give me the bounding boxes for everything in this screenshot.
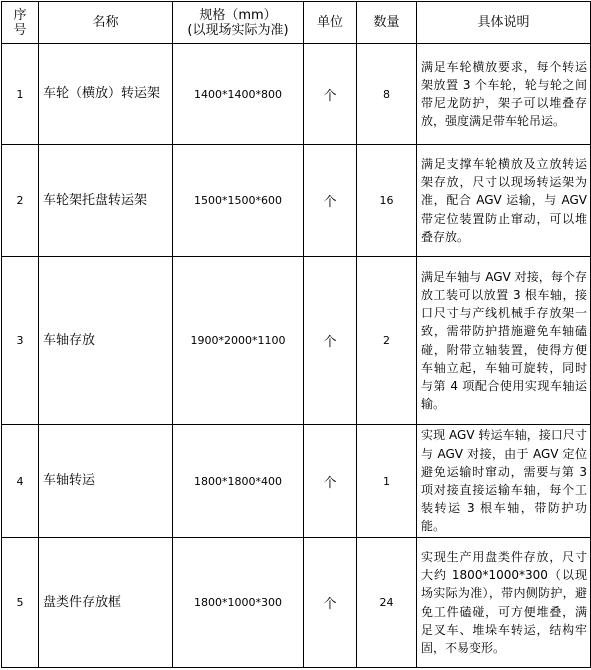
cell-spec: 1800*1800*400	[173, 425, 304, 538]
cell-qty: 16	[357, 145, 417, 257]
cell-desc: 满足支撑车轮横放及立放转运架存放，尺寸以现场转运架为准，配合 AGV 运输，与 AGV 带定位装置防止窜动，可以堆叠存放。	[417, 145, 591, 257]
table-row	[2, 44, 591, 145]
table-row	[2, 145, 591, 257]
cell-seq: 3	[2, 257, 39, 425]
cell-qty: 1	[357, 425, 417, 538]
cell-desc: 实现 AGV 转运车轴，接口尺寸与 AGV 对接，由于 AGV 定位避免运输时窜动，需要与第 3 项对接直接运输车轴，每个工装转运 3 根车轴，带防护功能。	[417, 425, 591, 538]
cell-spec: 1500*1500*600	[173, 145, 304, 257]
cell-unit: 个	[304, 44, 357, 145]
table-row	[2, 538, 591, 668]
header-row	[2, 2, 591, 44]
cell-name: 车轮（横放）转运架	[39, 44, 173, 145]
cell-qty: 24	[357, 538, 417, 668]
header-name: 名称	[39, 2, 173, 44]
cell-unit: 个	[304, 145, 357, 257]
header-desc: 具体说明	[417, 2, 591, 44]
cell-seq: 5	[2, 538, 39, 668]
cell-spec: 1400*1400*800	[173, 44, 304, 145]
cell-name: 车轴存放	[39, 257, 173, 425]
cell-name: 盘类件存放框	[39, 538, 173, 668]
cell-spec: 1900*2000*1100	[173, 257, 304, 425]
cell-desc: 实现生产用盘类件存放，尺寸大约 1800*1000*300（以现场实际为准），带内侧防护，避免工件磕碰，可方便堆叠，满足叉车、堆垛车转运，结构牢固，不易变形。	[417, 538, 591, 668]
header-spec-line2: (以现场实际为准)	[187, 22, 289, 38]
cell-qty: 8	[357, 44, 417, 145]
equipment-spec-table	[1, 1, 591, 668]
cell-seq: 4	[2, 425, 39, 538]
header-spec	[173, 2, 304, 44]
cell-qty: 2	[357, 257, 417, 425]
table-row	[2, 425, 591, 538]
table-row	[2, 257, 591, 425]
header-spec-line1: 规格（mm）	[199, 7, 277, 23]
cell-desc: 满足车轴与 AGV 对接，每个存放工装可以放置 3 根车轴，接口尺寸与产线机械手存放架一致，需带防护措施避免车轴磕碰，附带立轴装置，使得方便车轴立起，车轴可旋转，同时与第 4 项配合使用实现车轴运输。	[417, 257, 591, 425]
cell-seq: 1	[2, 44, 39, 145]
cell-name: 车轮架托盘转运架	[39, 145, 173, 257]
cell-unit: 个	[304, 257, 357, 425]
header-qty: 数量	[357, 2, 417, 44]
cell-unit: 个	[304, 425, 357, 538]
cell-seq: 2	[2, 145, 39, 257]
cell-name: 车轴转运	[39, 425, 173, 538]
header-unit: 单位	[304, 2, 357, 44]
header-seq: 序号	[2, 2, 39, 44]
cell-unit: 个	[304, 538, 357, 668]
cell-desc: 满足车轮横放要求，每个转运架放置 3 个车轮，轮与轮之间带尼龙防护，架子可以堆叠存放，强度满足带车轮吊运。	[417, 44, 591, 145]
cell-spec: 1800*1000*300	[173, 538, 304, 668]
